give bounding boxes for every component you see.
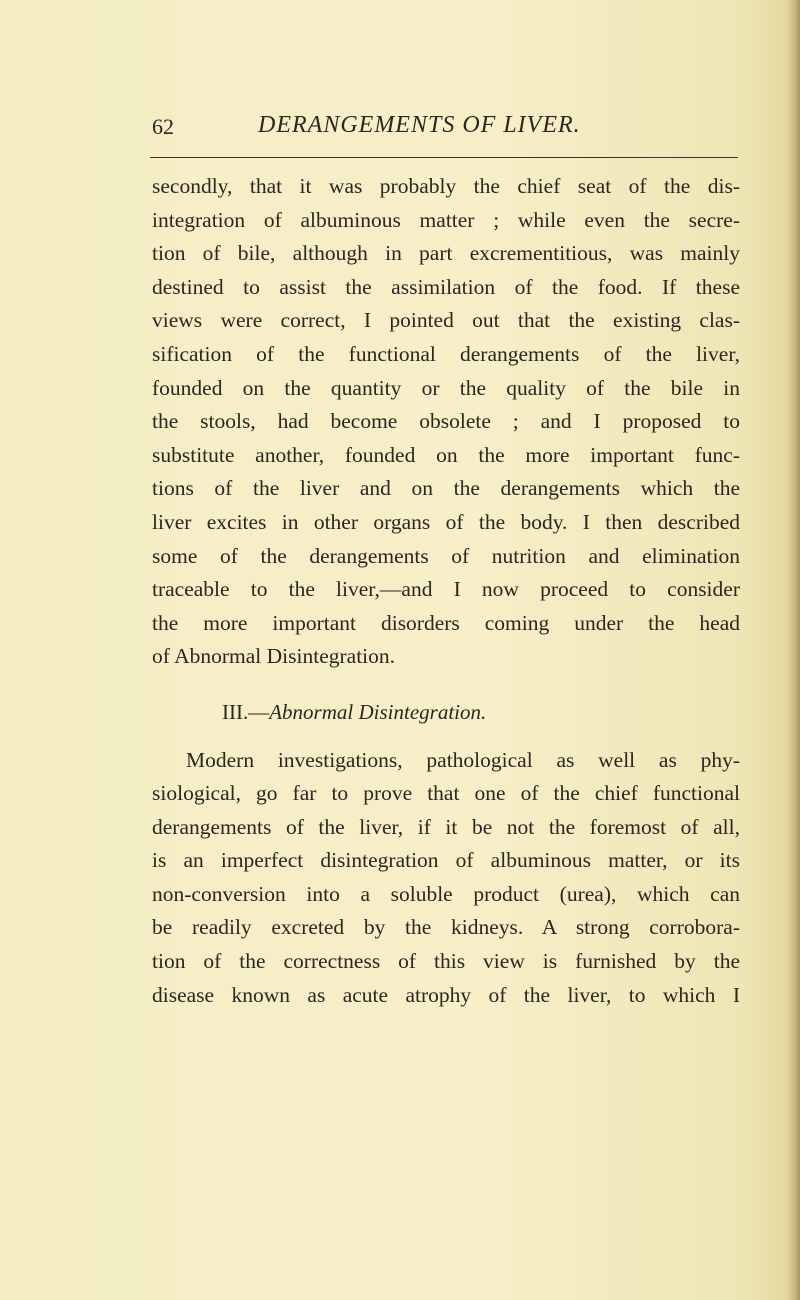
paragraph-1: [152, 170, 740, 674]
text-line: sification of the functional derangements of the liver,: [152, 341, 740, 366]
text-line: some of the derangements of nutrition and elimination: [152, 543, 740, 568]
section-title: Abnormal Disintegration.: [269, 699, 487, 724]
text-line: be readily excreted by the kidneys. A strong corrobora-: [152, 915, 740, 940]
paragraph-2: [152, 744, 740, 1013]
text-line: tion of bile, although in part excrementitious, was mainly: [152, 241, 740, 266]
text-line: siological, go far to prove that one of the chief functional: [152, 781, 740, 806]
page-edge-shadow: [786, 0, 800, 1300]
text-line: tion of the correctness of this view is furnished by the: [152, 949, 740, 974]
header-rule: [150, 157, 738, 158]
section-numeral: III.—: [222, 699, 270, 724]
page-header: [152, 112, 742, 152]
text-line: tions of the liver and on the derangements which the: [152, 476, 740, 501]
text-line: the more important disorders coming under the head: [152, 610, 740, 635]
text-line: views were correct, I pointed out that the existing clas-: [152, 308, 740, 333]
text-line: destined to assist the assimilation of the food. If these: [152, 274, 740, 299]
text-line: of Abnormal Disintegration.: [152, 644, 396, 669]
text-line: is an imperfect disintegration of albuminous matter, or its: [152, 848, 740, 873]
text-line: secondly, that it was probably the chief seat of the dis-: [152, 174, 740, 198]
text-line: derangements of the liver, if it be not the foremost of all,: [152, 814, 740, 839]
text-line: traceable to the liver,—and I now proceed to consider: [152, 577, 740, 602]
text-line: founded on the quantity or the quality of the bile in: [152, 375, 740, 400]
text-line: integration of albuminous matter ; while even the secre-: [152, 207, 740, 232]
text-line: disease known as acute atrophy of the liver, to which I: [152, 982, 740, 1007]
section-heading: [152, 696, 740, 730]
page-number: 62: [152, 114, 174, 139]
text-line: non-conversion into a soluble product (urea), which can: [152, 881, 740, 906]
text-line: liver excites in other organs of the body. I then described: [152, 509, 740, 534]
text-line: substitute another, founded on the more important func-: [152, 442, 740, 467]
text-line: Modern investigations, pathological as well as phy-: [186, 747, 740, 772]
body-text: [152, 170, 740, 1012]
text-line: the stools, had become obsolete ; and I proposed to: [152, 409, 740, 434]
running-title: DERANGEMENTS OF LIVER.: [258, 112, 581, 138]
